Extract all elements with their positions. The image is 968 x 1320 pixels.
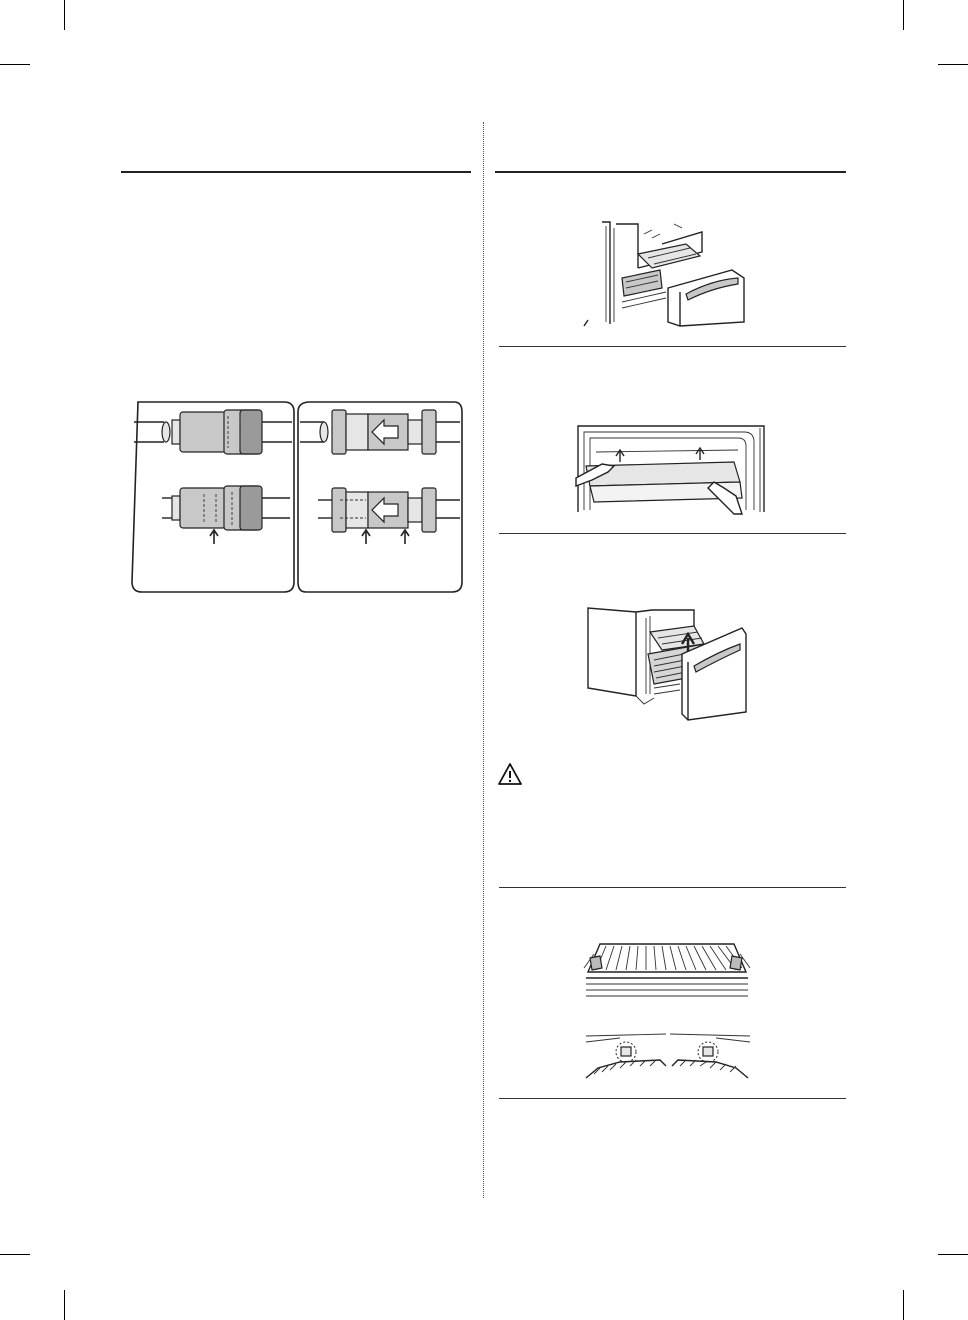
crop-mark-top-right-h [938,64,968,65]
step-rule-4 [499,1098,846,1099]
step-rule-2 [499,533,846,534]
crop-mark-top-left-v [64,0,65,30]
step-rule-1 [499,346,846,347]
left-section-rule [121,171,471,173]
column-divider [483,122,484,1198]
warning-triangle-icon [497,762,523,786]
insert-arrow-icon [362,530,370,544]
crop-mark-top-right-v [903,0,904,30]
crop-mark-top-left-h [0,64,30,65]
crop-mark-bottom-right-v [903,1290,904,1320]
lift-basket-figure [584,604,750,722]
insert-arrow-icon [210,530,218,544]
lift-cover-figure [574,422,768,516]
lift-arrow-icon [696,448,704,460]
remove-lower-drawer-figure [582,218,748,328]
insert-arrow-icon [401,530,409,544]
crop-mark-bottom-left-h [0,1254,30,1255]
right-section-rule [495,171,846,173]
water-line-connectors-figure [128,398,464,598]
shelf-tabs-figure [580,938,754,1082]
crop-mark-bottom-left-v [64,1290,65,1320]
crop-mark-bottom-right-h [938,1254,968,1255]
step-rule-3 [499,887,846,888]
